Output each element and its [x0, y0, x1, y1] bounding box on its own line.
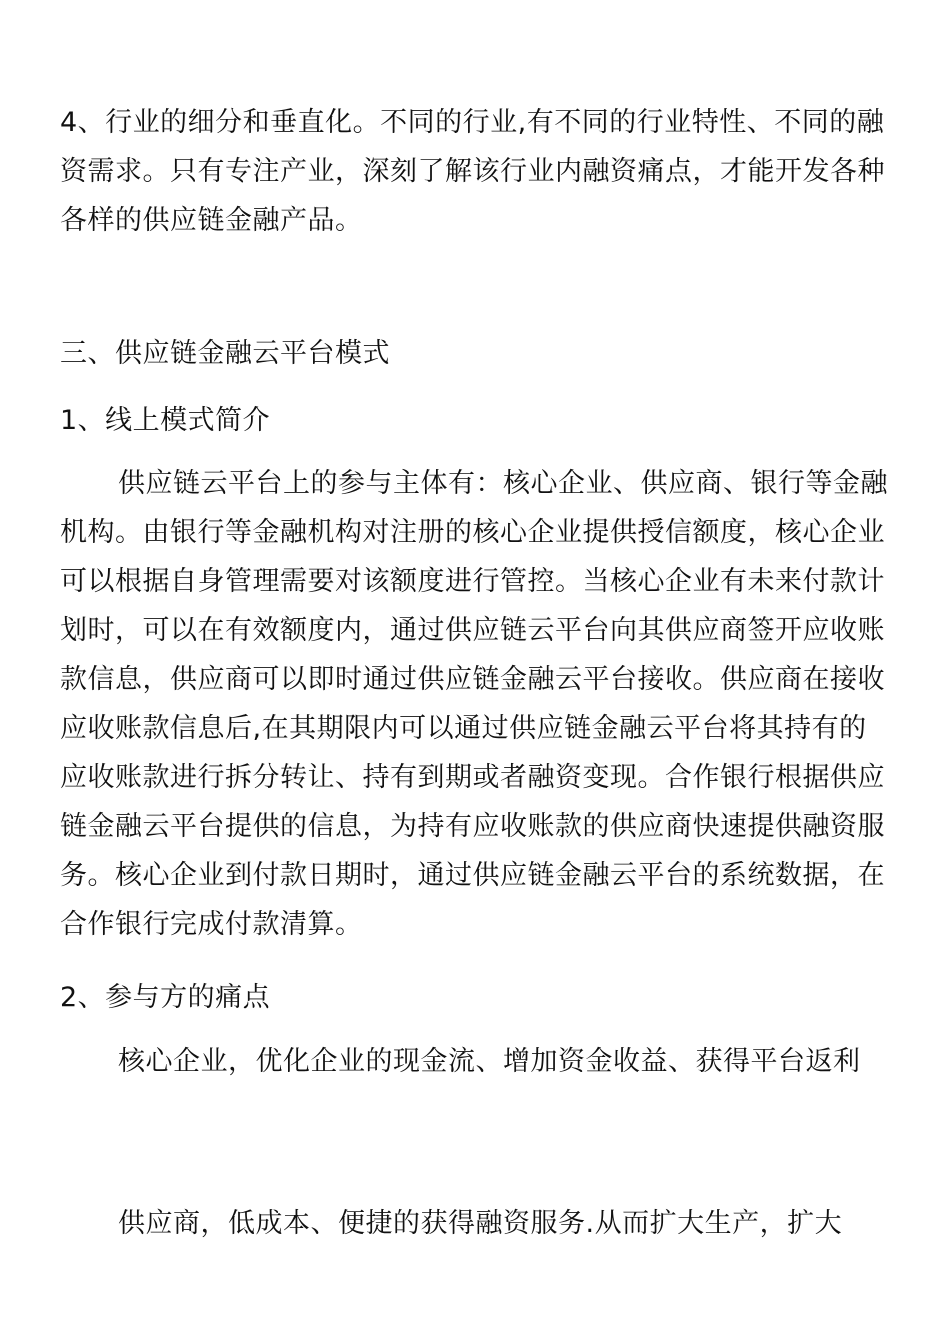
subheading-pain-points: 2、参与方的痛点: [60, 982, 271, 1013]
section-heading-cloud-platform: 三、供应链金融云平台模式: [60, 338, 390, 369]
online-mode-body-paragraph: 供应链云平台上的参与主体有：核心企业、供应商、银行等金融机构。由银行等金融机构对注册的核心企业提供授信额度，核心企业可以根据自身管理需要对该额度进行管控。当核心企业有未来付款计划时，可以在有效额度内，通过供应链云平台向其供应商签开应收账款信息，供应商可以即时通过供应链金融云平台接收。供应商在接收应收账款信息后,在其期限内可以通过供应链金融云平台将其持有的应收账款进行拆分转让、持有到期或者融资变现。合作银行根据供应链金融云平台提供的信息，为持有应收账款的供应商快速提供融资服务。核心企业到付款日期时，通过供应链金融云平台的系统数据，在合作银行完成付款清算。: [60, 468, 888, 940]
industry-segmentation-paragraph: 4、行业的细分和垂直化。不同的行业,有不同的行业特性、不同的融资需求。只有专注产业，深刻了解该行业内融资痛点，才能开发各种各样的供应链金融产品。: [60, 107, 885, 236]
pain-point-core-enterprise: 核心企业，优化企业的现金流、增加资金收益、获得平台返利: [118, 1046, 861, 1077]
subheading-online-mode: 1、线上模式简介: [60, 405, 271, 436]
pain-point-supplier: 供应商，低成本、便捷的获得融资服务.从而扩大生产，扩大: [118, 1208, 843, 1239]
